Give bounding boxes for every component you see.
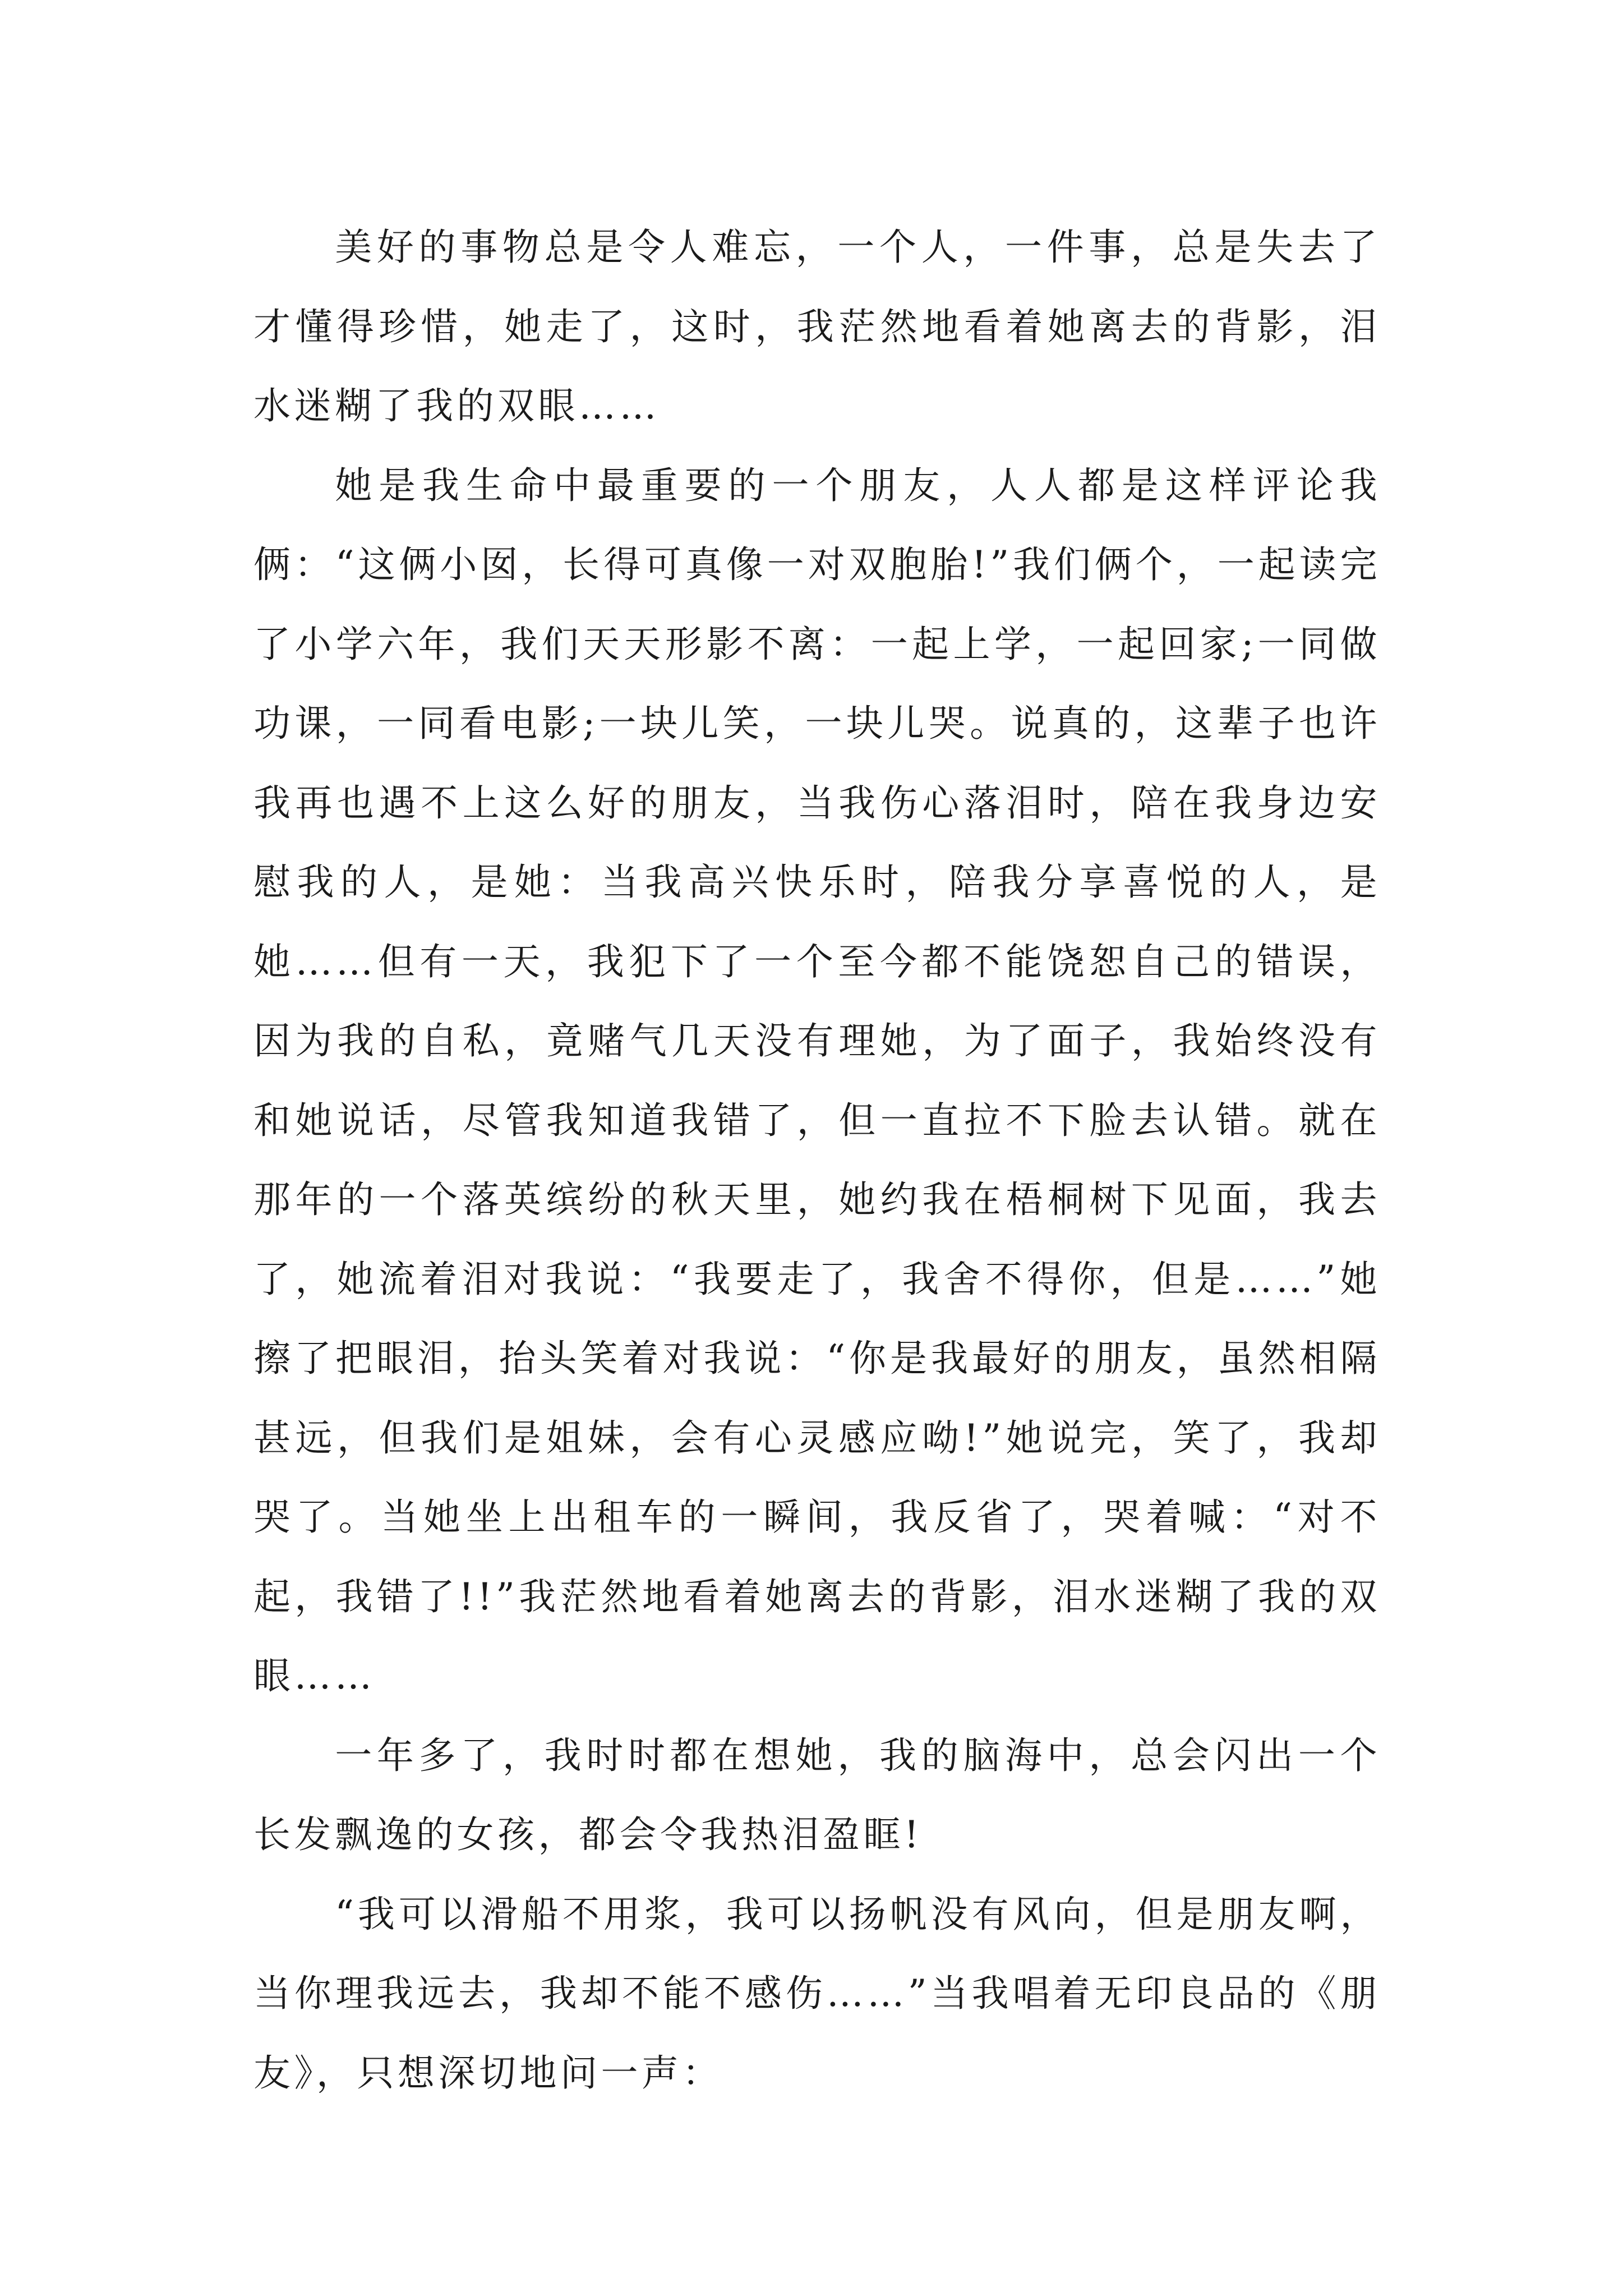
paragraph-intro: 美好的事物总是令人难忘，一个人，一件事，总是失去了才懂得珍惜，她走了，这时，我茫然地看着她离去的背影，泪水迷糊了我的双眼…… xyxy=(253,226,1381,427)
paragraph-friendship-story: 她是我生命中最重要的一个朋友，人人都是这样评论我俩：“这俩小囡，长得可真像一对双胞胎!”我们俩个，一起读完了小学六年，我们天天形影不离：一起上学，一起回家;一同做功课，一同看电影;一块儿笑，一块儿哭。说真的，这辈子也许我再也遇不上这么好的朋友，当我伤心落泪时，陪在我身边安慰我的人，是她：当我高兴快乐时，陪我分享喜悦的人，是她……但有一天，我犯下了一个至今都不能饶恕自己的错误，因为我的自私，竟赌气几天没有理她，为了面子，我始终没有和她说话，尽管我知道我错了，但一直拉不下脸去认错。就在那年的一个落英缤纷的秋天里，她约我在梧桐树下见面，我去了，她流着泪对我说：“我要走了，我舍不得你，但是……”她擦了把眼泪，抬头笑着对我说：“你是我最好的朋友，虽然相隔甚远，但我们是姐妹，会有心灵感应呦!”她说完，笑了，我却哭了。当她坐上出租车的一瞬间，我反省了，哭着喊：“对不起，我错了!!”我茫然地看着她离去的背影，泪水迷糊了我的双眼…… xyxy=(253,463,1381,1697)
essay-body xyxy=(253,208,1381,2113)
paragraph-missing-her: 一年多了，我时时都在想她，我的脑海中，总会闪出一个长发飘逸的女孩，都会令我热泪盈眶! xyxy=(253,1733,1381,1856)
paragraph-song-lyrics: “我可以滑船不用浆，我可以扬帆没有风向，但是朋友啊，当你理我远去，我却不能不感伤……”当我唱着无印良品的《朋友》，只想深切地问一声： xyxy=(253,1892,1381,2095)
